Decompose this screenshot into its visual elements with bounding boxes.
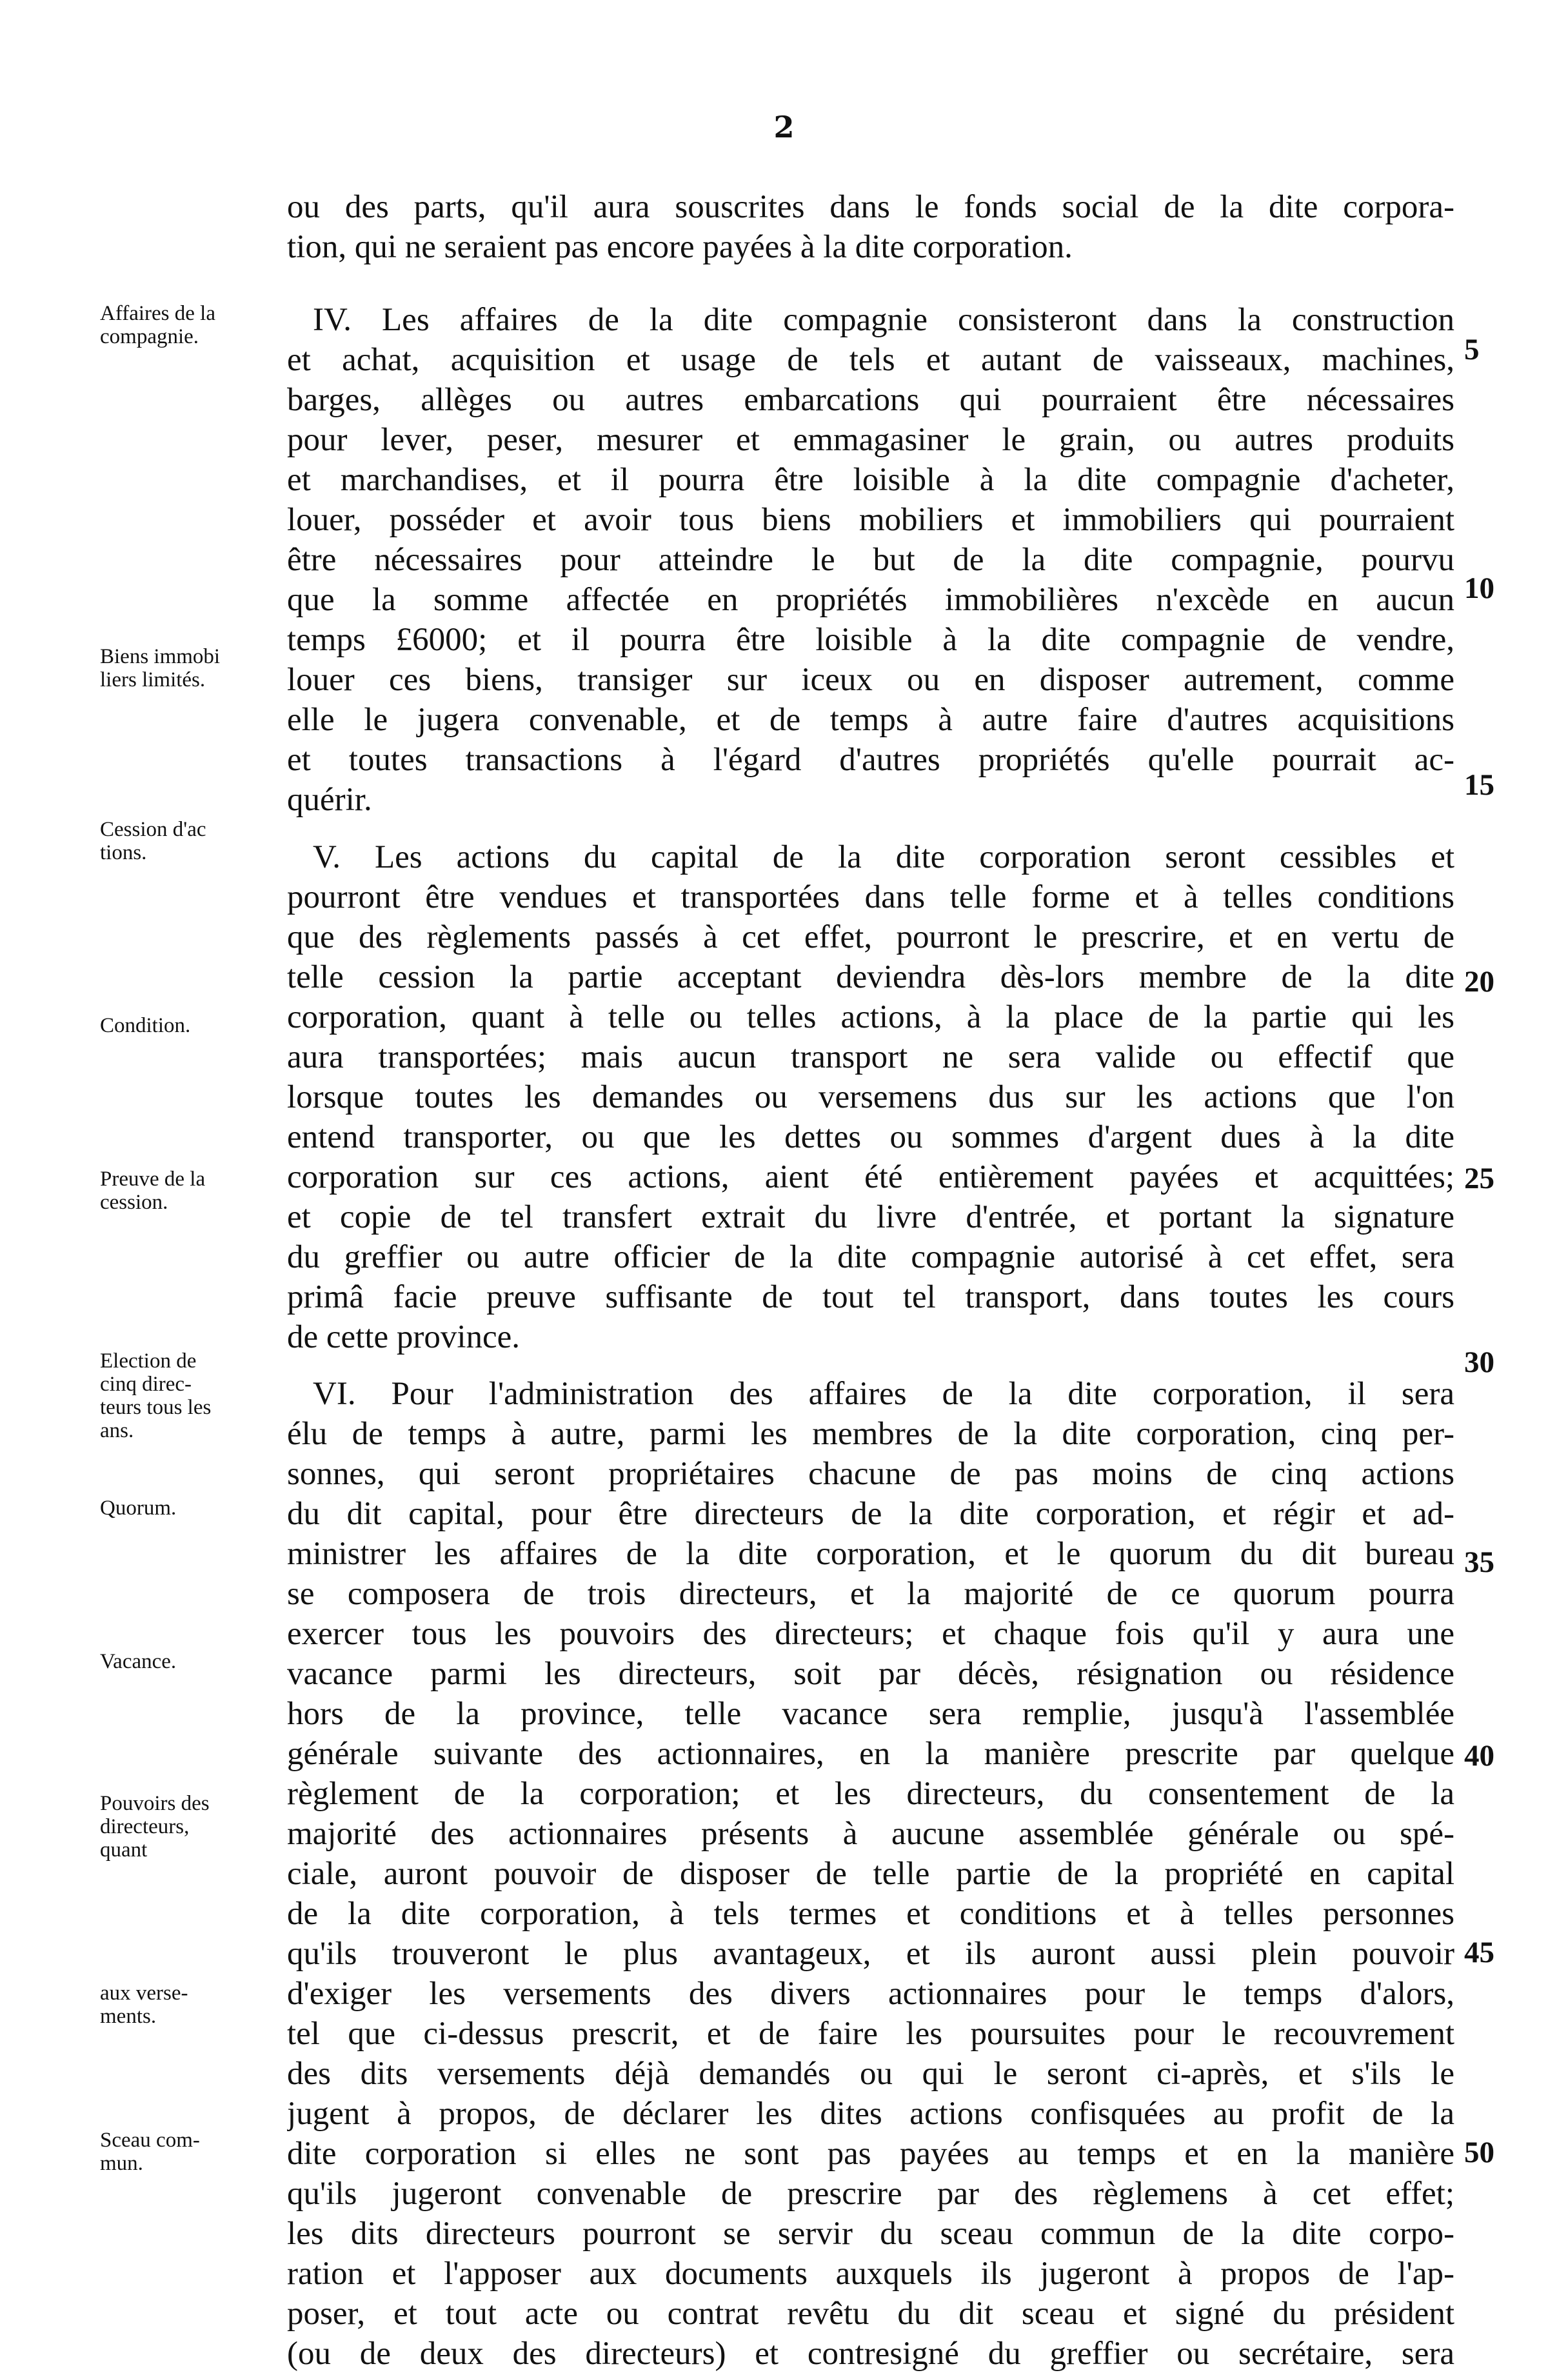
text-line: exercer tous les pouvoirs des directeurs; et chaque fois qu'il y aura une: [287, 1616, 1454, 1652]
text-line: que des règlements passés à cet effet, pourront le prescrire, et en vertu de: [287, 919, 1454, 955]
margin-note-line: Quorum.: [100, 1496, 177, 1520]
line-number: 40: [1464, 1739, 1494, 1773]
text-line: d'exiger les versements des divers actionnaires pour le temps d'alors,: [287, 1976, 1454, 2012]
text-line: des dits versements déjà demandés ou qui le seront ci-après, et s'ils le: [287, 2056, 1454, 2092]
text-line: et toutes transactions à l'égard d'autres propriétés qu'elle pourrait ac-: [287, 742, 1454, 778]
text-line: telle cession la partie acceptant deviendra dès-lors membre de la dite: [287, 959, 1454, 995]
text-line: tion, qui ne seraient pas encore payées à la dite corporation.: [287, 229, 1073, 265]
margin-note-sceau: [100, 2129, 287, 2175]
margin-note-line: mun.: [100, 2152, 143, 2175]
margin-note-line: Pouvoirs des: [100, 1792, 210, 1815]
text-line: sonnes, qui seront propriétaires chacune de pas moins de cinq actions: [287, 1456, 1454, 1492]
margin-note-election: [100, 1349, 287, 1442]
text-line: entend transporter, ou que les dettes ou sommes d'argent dues à la dite: [287, 1119, 1454, 1155]
text-line: poser, et tout acte ou contrat revêtu du dit sceau et signé du président: [287, 2296, 1454, 2332]
margin-note-line: tions.: [100, 841, 147, 864]
margin-note-line: cinq direc-: [100, 1373, 192, 1396]
margin-note-condition: [100, 1014, 287, 1037]
text-line: générale suivante des actionnaires, en la manière prescrite par quelque: [287, 1736, 1454, 1772]
margin-note-line: Preuve de la: [100, 1168, 206, 1191]
text-line: vacance parmi les directeurs, soit par décès, résignation ou résidence: [287, 1656, 1454, 1692]
margin-note-line: Condition.: [100, 1014, 191, 1037]
line-number: 15: [1464, 768, 1494, 802]
text-line: du dit capital, pour être directeurs de la dite corporation, et régir et ad-: [287, 1496, 1454, 1532]
text-line: corporation sur ces actions, aient été entièrement payées et acquittées;: [287, 1159, 1454, 1195]
margin-note-line: directeurs,: [100, 1815, 190, 1838]
line-number: 25: [1464, 1162, 1494, 1195]
margin-note-preuve: [100, 1168, 287, 1214]
section-vi-start: VI. Pour l'administration des affaires de la dite corporation, il sera: [313, 1376, 1454, 1412]
text-line: les dits directeurs pourront se servir du sceau commun de la dite corpo-: [287, 2216, 1454, 2252]
text-line: aura transportées; mais aucun transport ne sera valide ou effectif que: [287, 1039, 1454, 1075]
text-line: corporation, quant à telle ou telles actions, à la place de la partie qui les: [287, 999, 1454, 1035]
line-number: 50: [1464, 2136, 1494, 2169]
margin-note-line: Biens immobi: [100, 645, 221, 668]
margin-note-line: Cession d'ac: [100, 818, 206, 841]
line-number: 20: [1464, 965, 1494, 999]
section-iv-start: IV. Les affaires de la dite compagnie consisteront dans la construction: [313, 302, 1454, 338]
line-number: 45: [1464, 1936, 1494, 1969]
text-line: dite corporation si elles ne sont pas payées au temps et en la manière: [287, 2136, 1454, 2172]
text-line: elle le jugera convenable, et de temps à autre faire d'autres acquisitions: [287, 702, 1454, 738]
text-line: règlement de la corporation; et les directeurs, du consentement de la: [287, 1776, 1454, 1812]
margin-note-line: aux verse-: [100, 1982, 188, 2005]
text-line: qu'ils jugeront convenable de prescrire par des règlemens à cet effet;: [287, 2176, 1454, 2212]
margin-note-affaires: [100, 302, 287, 348]
text-line: qu'ils trouveront le plus avantageux, et ils auront aussi plein pouvoir: [287, 1936, 1454, 1972]
text-line: se composera de trois directeurs, et la majorité de ce quorum pourra: [287, 1576, 1454, 1612]
margin-note-line: liers limités.: [100, 668, 206, 691]
text-line: temps £6000; et il pourra être loisible à la dite compagnie de vendre,: [287, 622, 1454, 658]
margin-note-pouvoirs: [100, 1792, 287, 1862]
text-line: hors de la province, telle vacance sera remplie, jusqu'à l'assemblée: [287, 1696, 1454, 1732]
text-line: et marchandises, et il pourra être loisible à la dite compagnie d'acheter,: [287, 462, 1454, 498]
text-line: du greffier ou autre officier de la dite compagnie autorisé à cet effet, sera: [287, 1239, 1454, 1275]
margin-note-line: Vacance.: [100, 1650, 177, 1673]
text-line: lorsque toutes les demandes ou versemens dus sur les actions que l'on: [287, 1079, 1454, 1115]
line-number: 35: [1464, 1545, 1494, 1579]
margin-note-line: Affaires de la: [100, 302, 215, 325]
text-line: pour lever, peser, mesurer et emmagasiner le grain, ou autres produits: [287, 422, 1454, 458]
margin-note-vacance: [100, 1650, 287, 1673]
text-line: être nécessaires pour atteindre le but de la dite compagnie, pourvu: [287, 542, 1454, 578]
text-line: ministrer les affaires de la dite corporation, et le quorum du dit bureau: [287, 1536, 1454, 1572]
margin-note-line: teurs tous les: [100, 1396, 212, 1419]
text-line: louer ces biens, transiger sur iceux ou en disposer autrement, comme: [287, 662, 1454, 698]
line-number: 30: [1464, 1346, 1494, 1379]
text-line: pourront être vendues et transportées dans telle forme et à telles conditions: [287, 879, 1454, 915]
text-line: (ou de deux des directeurs) et contresigné du greffier ou secrétaire, sera: [287, 2336, 1454, 2372]
text-line: quérir.: [287, 782, 372, 818]
text-line: ciale, auront pouvoir de disposer de telle partie de la propriété en capital: [287, 1856, 1454, 1892]
text-line: barges, allèges ou autres embarcations qui pourraient être nécessaires: [287, 382, 1454, 418]
margin-note-quorum: [100, 1496, 287, 1520]
text-line: primâ facie preuve suffisante de tout tel transport, dans toutes les cours: [287, 1279, 1454, 1315]
margin-note-line: Sceau com-: [100, 2129, 200, 2152]
margin-note-biens: [100, 645, 287, 691]
margin-note-line: cession.: [100, 1191, 168, 1214]
page-number: 2: [773, 110, 795, 144]
margin-note-line: Election de: [100, 1349, 197, 1373]
text-line: et achat, acquisition et usage de tels et autant de vaisseaux, machines,: [287, 342, 1454, 378]
margin-notes: [0, 0, 284, 2375]
text-line: louer, posséder et avoir tous biens mobiliers et immobiliers qui pourraient: [287, 502, 1454, 538]
text-line: majorité des actionnaires présents à aucune assemblée générale ou spé-: [287, 1816, 1454, 1852]
margin-note-cession: [100, 818, 287, 864]
text-line: ration et l'apposer aux documents auxquels ils jugeront à propos de l'ap-: [287, 2256, 1454, 2292]
line-number: 10: [1464, 571, 1494, 605]
section-v-start: V. Les actions du capital de la dite corporation seront cessibles et: [313, 839, 1454, 875]
text-line: jugent à propos, de déclarer les dites actions confisquées au profit de la: [287, 2096, 1454, 2132]
text-line: élu de temps à autre, parmi les membres de la dite corporation, cinq per-: [287, 1416, 1454, 1452]
text-line: et copie de tel transfert extrait du livre d'entrée, et portant la signature: [287, 1199, 1454, 1235]
margin-note-line: ans.: [100, 1419, 134, 1442]
margin-note-line: compagnie.: [100, 325, 199, 348]
text-line: ou des parts, qu'il aura souscrites dans le fonds social de la dite corpora-: [287, 189, 1454, 225]
text-line: de la dite corporation, à tels termes et conditions et à telles personnes: [287, 1896, 1454, 1932]
text-line: tel que ci-dessus prescrit, et de faire les poursuites pour le recouvrement: [287, 2016, 1454, 2052]
line-number: 5: [1464, 333, 1480, 366]
margin-note-versements: [100, 1982, 287, 2028]
margin-note-line: quant: [100, 1838, 148, 1862]
margin-note-line: ments.: [100, 2005, 157, 2028]
text-line: de cette province.: [287, 1319, 521, 1355]
text-line: que la somme affectée en propriétés immobilières n'excède en aucun: [287, 582, 1454, 618]
